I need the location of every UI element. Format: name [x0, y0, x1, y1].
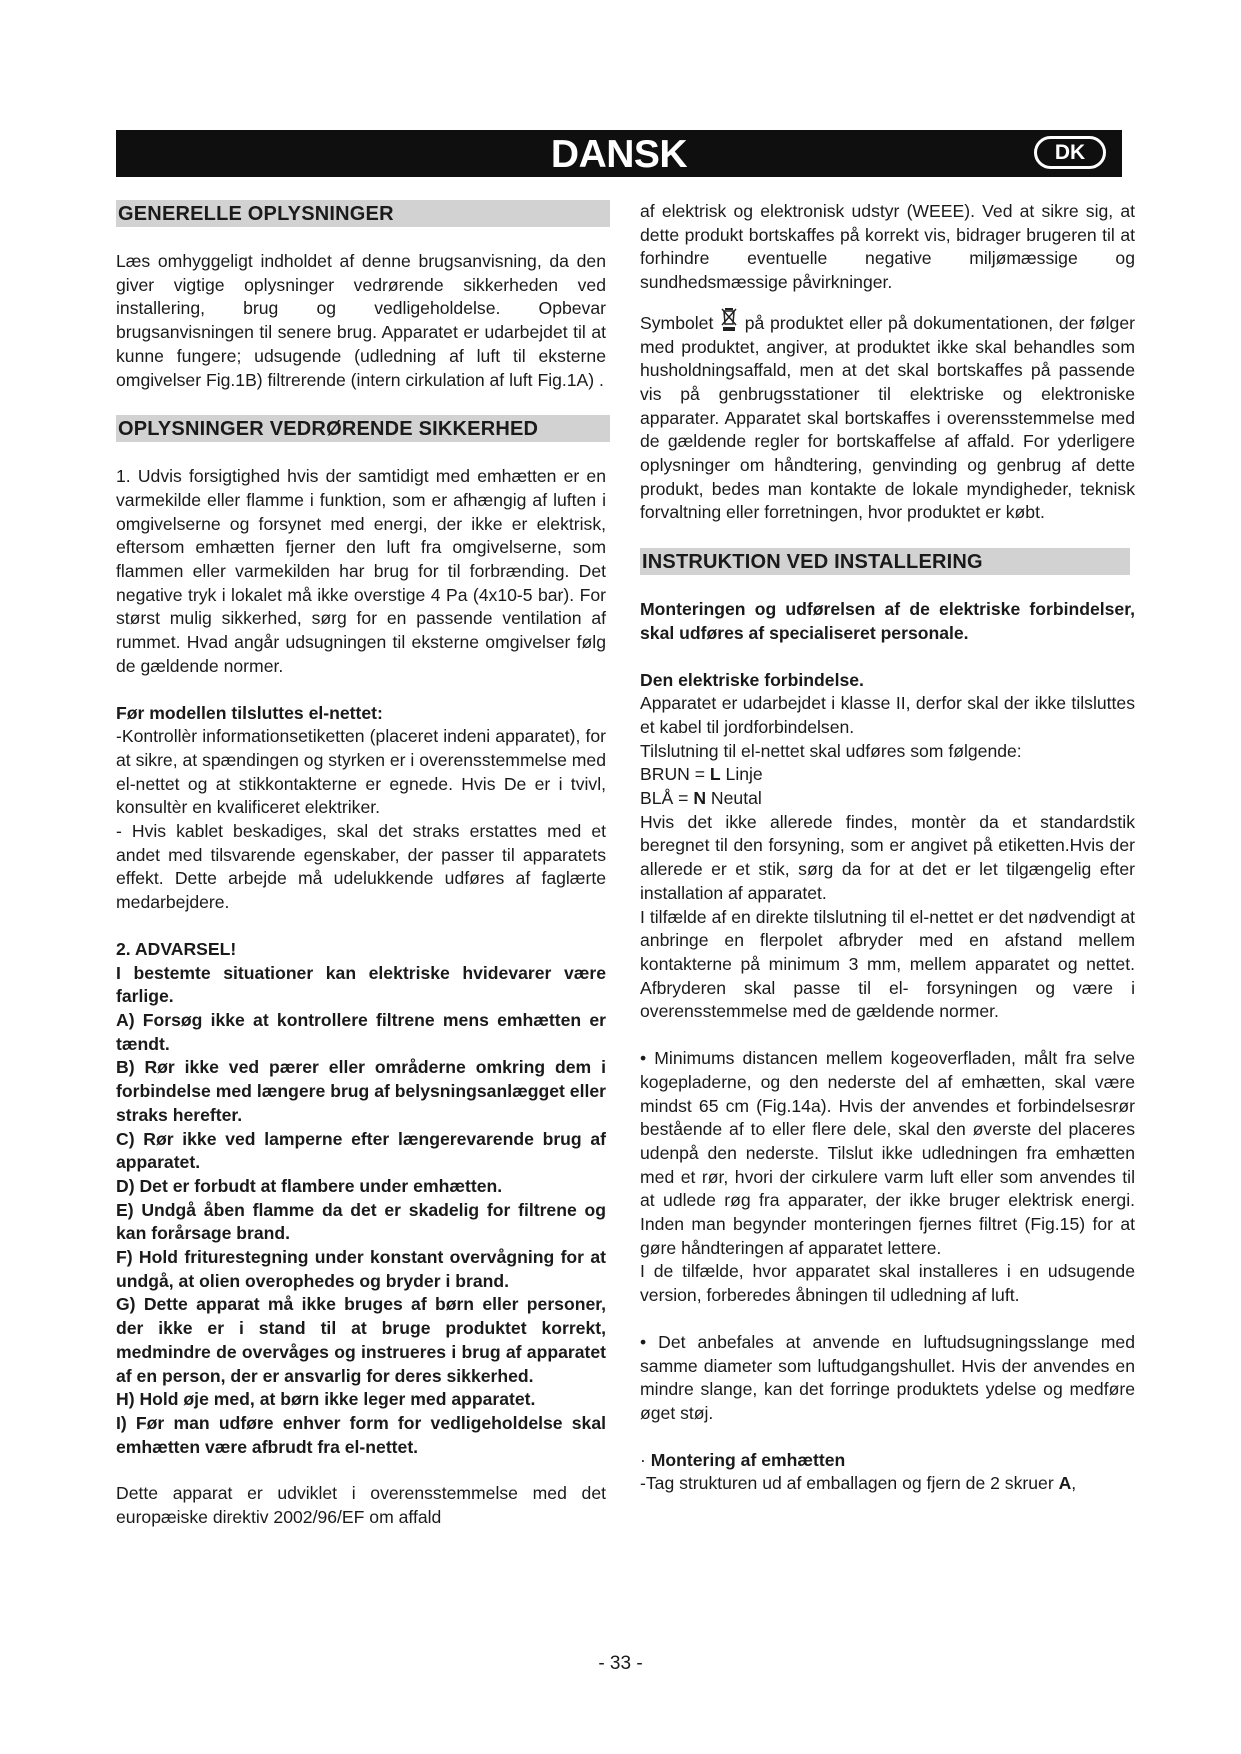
before-connect-title: Før modellen tilsluttes el-nettet: [116, 702, 383, 723]
right-column [640, 200, 1135, 1496]
warning-item: E) Undgå åben flamme da det er skadelig for filtrene og kan forårsage brand. [116, 1199, 606, 1244]
language-banner [116, 130, 1122, 177]
section-heading-safety: OPLYSNINGER VEDRØRENDE SIKKERHED [116, 415, 610, 442]
country-badge: DK [1034, 136, 1106, 169]
weee-directive-paragraph: Dette apparat er udviklet i overensstemmelse med det europæiske direktiv 2002/96/EF om affald [116, 1483, 606, 1528]
general-info-paragraph: Læs omhyggeligt indholdet af denne brugsanvisning, da den giver vigtige oplysninger vedrørende sikkerheden ved installering, brug og vedligeholdelse. Opbevar brugsanvisningen til senere brug. Apparatet er udarbejdet til at kunne fungere; udsugende (udledning af luft til eksterne omgivelser Fig.1B) filtrerende (intern cirkulation af luft Fig.1A) . [116, 251, 606, 390]
mounting-title: · Montering af emhætten [640, 1449, 846, 1470]
safety-paragraph: 1. Udvis forsigtighed hvis der samtidigt med emhætten er en varmekilde eller flamme i funktion, som er afhængig af luften i omgivelserne og forsynet med energi, der ikke er elektrisk, eftersom emhætten fjerner den luft fra omgivelserne, som flammen eller varmekilden har brug for til forbrænding. Det negative tryk i lokalet må ikke overstige 4 Pa (4x10-5 bar). For størst mulig sikkerhed, sørg for en passende ventilation af rummet. Hvad angår udsugningen til eksterne omgivelser følg de gældende normer. [116, 466, 606, 676]
section-heading-installation: INSTRUKTION VED INSTALLERING [640, 548, 1130, 575]
before-connect-check: -Kontrollèr informationsetiketten (placeret indeni apparatet), for at sikre, at spændingen og styrken er i overensstemmelse med el-nettet og at stikkontakterne er egnede. Hvis De er i tvivl, konsultèr en kvalificeret elektriker. [116, 726, 606, 818]
mounting-step: -Tag strukturen ud af emballagen og fjern de 2 skruer A, [640, 1473, 1077, 1494]
hose-bullet: • Det anbefales at anvende en luftudsugningsslange med samme diameter som luftudgangshullet. Hvis der anvendes en mindre slange, kan det forringe produktets ydelse og medføre øget støj. [640, 1331, 1135, 1423]
warning-intro: I bestemte situationer kan elektriske hvidevarer være farlige. [116, 962, 606, 1007]
blue-wire-line: BLÅ = N Neutal [640, 788, 762, 809]
connection-intro: Tilslutning til el-nettet skal udføres som følgende: [640, 740, 1022, 761]
plug-paragraph: Hvis det ikke allerede findes, montèr da et standardstik beregnet til den forsyning, som er angivet på etiketten.Hvis der allerede er et stik, sørg da for at det er let tilgængelig efter installation af apparatet. [640, 811, 1135, 903]
weee-symbol-paragraph [640, 307, 1135, 525]
before-connect-cable: - Hvis kablet beskadiges, skal det straks erstattes med et andet med tilsvarende egenskaber, der passer til apparatets effekt. Dette arbejde må udelukkende udføres af faglærte medarbejdere. [116, 821, 606, 913]
crossed-bin-icon [721, 307, 737, 333]
left-column [116, 200, 606, 1530]
warning-item: D) Det er forbudt at flambere under emhætten. [116, 1175, 503, 1196]
electrical-connection-title: Den elektriske forbindelse. [640, 669, 864, 690]
installation-note: Monteringen og udførelsen af de elektriske forbindelser, skal udføres af specialiseret personale. [640, 599, 1135, 643]
symbol-text: på produktet eller på dokumentationen, der følger med produktet, angiver, at produktet ikke skal behandles som husholdningsaffald, men at det skal bortskaffes på passende vis på genbrugsstationer til elektriske og elektroniske apparater. Apparatet skal bortskaffes i overensstemmelse med de gældende regler for bortskaffelse af affald. For yderligere oplysninger om håndtering, genvinding og genbrug af dette produkt, bedes man kontakte de lokale myndigheder, teknisk forvaltning eller forretningen, hvor produktet er købt. [640, 312, 1135, 523]
page-number: - 33 - [598, 1653, 643, 1674]
weee-continuation: af elektrisk og elektronisk udstyr (WEEE). Ved at sikre sig, at dette produkt bortskaffes på korrekt vis, bidrager brugeren til at forhindre eventuelle negative miljømæssige og sundhedsmæssige påvirkninger. [640, 201, 1135, 293]
warning-item: C) Rør ikke ved lamperne efter længerevarende brug af apparatet. [116, 1128, 606, 1173]
warning-title: 2. ADVARSEL! [116, 938, 237, 959]
warning-item: I) Før man udføre enhver form for vedligeholdelse skal emhætten være afbrudt fra el-nettet. [116, 1412, 606, 1457]
warning-item: H) Hold øje med, at børn ikke leger med apparatet. [116, 1389, 536, 1410]
language-title: DANSK [550, 133, 688, 176]
symbol-label: Symbolet [640, 312, 714, 333]
class-ii-text: Apparatet er udarbejdet i klasse II, derfor skal der ikke tilsluttes et kabel til jordforbindelsen. [640, 693, 1135, 737]
distance-bullet: • Minimums distancen mellem kogeoverfladen, målt fra selve kogepladerne, og den nederste del af emhætten, skal være mindst 65 cm (Fig.14a). Hvis der anvendes et forbindelsesrør bestående af to eller flere dele, skal den øverste del placeres udenpå den nederste. Tilslut ikke udledningen fra emhætten med et rør, hvori der cirkulere varm luft eller som anvendes til at udlede røg fra apparater, der ikke bruger elektrisk energi. Inden man begynder monteringen fjernes filtret (Fig.15) for at gøre håndteringen af apparatet lettere. [640, 1048, 1135, 1258]
warning-item: A) Forsøg ikke at kontrollere filtrene mens emhætten er tændt. [116, 1009, 606, 1054]
section-heading-general: GENERELLE OPLYSNINGER [116, 200, 610, 227]
warning-item: B) Rør ikke ved pærer eller områderne omkring dem i forbindelse med længere brug af belysningsanlægget eller straks herefter. [116, 1057, 606, 1125]
exhaust-version-text: I de tilfælde, hvor apparatet skal installeres i en udsugende version, forberedes åbningen til udledning af luft. [640, 1261, 1135, 1306]
warning-item: F) Hold friturestegning under konstant overvågning for at undgå, at olien overophedes og bryder i brand. [116, 1247, 606, 1291]
switch-paragraph: I tilfælde af en direkte tilslutning til el-nettet er det nødvendigt at anbringe en flerpolet afbryder med en afstand mellem kontakterne på minimum 3 mm, mellem apparatet og nettet. Afbryderen skal passe til el- forsyningen og være i overensstemmelse med de gældende normer. [640, 906, 1135, 1022]
brown-wire-line: BRUN = L Linje [640, 764, 763, 785]
warning-item: G) Dette apparat må ikke bruges af børn eller personer, der ikke er i stand til at bruge produktet korrekt, medmindre de overvåges og instrueres i brug af apparatet af en person, der er ansvarlig for deres sikkerhed. [116, 1294, 606, 1386]
